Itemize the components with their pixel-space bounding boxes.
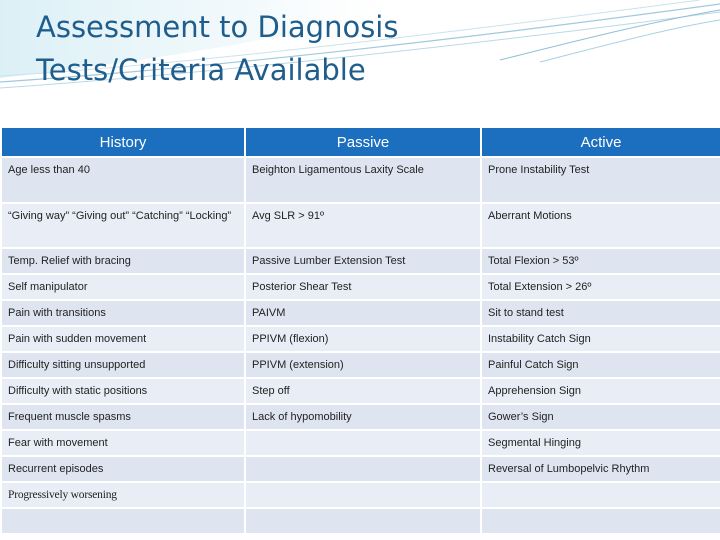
table-cell: Posterior Shear Test <box>245 274 481 300</box>
table-cell: Pain with transitions <box>1 300 245 326</box>
table-cell: Reversal of Lumbopelvic Rhythm <box>481 456 720 482</box>
table-cell: Frequent muscle spasms <box>1 404 245 430</box>
table-cell <box>481 482 720 508</box>
table-cell <box>245 456 481 482</box>
table-row <box>1 157 720 203</box>
header-history: History <box>1 127 245 157</box>
table-cell: PAIVM <box>245 300 481 326</box>
table-cell: Sit to stand test <box>481 300 720 326</box>
table-cell: Avg SLR > 91º <box>245 203 481 248</box>
table-row <box>1 203 720 248</box>
table-cell: Self manipulator <box>1 274 245 300</box>
title-line-2: Tests/Criteria Available <box>36 53 366 87</box>
table-cell: Instability Catch Sign <box>481 326 720 352</box>
table-cell: Gower’s Sign <box>481 404 720 430</box>
table-row <box>1 326 720 352</box>
table-cell <box>245 430 481 456</box>
table-row <box>1 300 720 326</box>
table-row <box>1 248 720 274</box>
table-cell <box>481 508 720 534</box>
table-cell: Temp. Relief with bracing <box>1 248 245 274</box>
table-cell <box>1 508 245 534</box>
table-cell: Lack of hypomobility <box>245 404 481 430</box>
table-row <box>1 508 720 534</box>
table-cell: Progressively worsening <box>1 482 245 508</box>
table-cell: Difficulty sitting unsupported <box>1 352 245 378</box>
table-row <box>1 430 720 456</box>
table-row <box>1 456 720 482</box>
table-row <box>1 378 720 404</box>
table-header-row <box>1 127 720 157</box>
table-cell: Prone Instability Test <box>481 157 720 203</box>
title-line-1: Assessment to Diagnosis <box>36 10 399 44</box>
table-cell <box>245 508 481 534</box>
table-cell: Segmental Hinging <box>481 430 720 456</box>
table-cell: Age less than 40 <box>1 157 245 203</box>
table-row <box>1 352 720 378</box>
table-cell: Step off <box>245 378 481 404</box>
table-cell: Painful Catch Sign <box>481 352 720 378</box>
table-cell: Aberrant Motions <box>481 203 720 248</box>
table-cell: Fear with movement <box>1 430 245 456</box>
table-cell <box>245 482 481 508</box>
table-cell: PPIVM (flexion) <box>245 326 481 352</box>
table-cell: Total Extension > 26º <box>481 274 720 300</box>
criteria-table <box>0 126 720 535</box>
table-cell: Recurrent episodes <box>1 456 245 482</box>
table-row <box>1 274 720 300</box>
table-cell: Apprehension Sign <box>481 378 720 404</box>
table-cell: Beighton Ligamentous Laxity Scale <box>245 157 481 203</box>
table-row <box>1 482 720 508</box>
page-title <box>36 6 398 92</box>
table-cell: “Giving way” “Giving out” “Catching” “Locking” <box>1 203 245 248</box>
table-cell: Pain with sudden movement <box>1 326 245 352</box>
header-passive: Passive <box>245 127 481 157</box>
table-row <box>1 404 720 430</box>
table-cell: PPIVM (extension) <box>245 352 481 378</box>
table-cell: Difficulty with static positions <box>1 378 245 404</box>
table-cell: Passive Lumber Extension Test <box>245 248 481 274</box>
table-cell: Total Flexion > 53º <box>481 248 720 274</box>
header-active: Active <box>481 127 720 157</box>
